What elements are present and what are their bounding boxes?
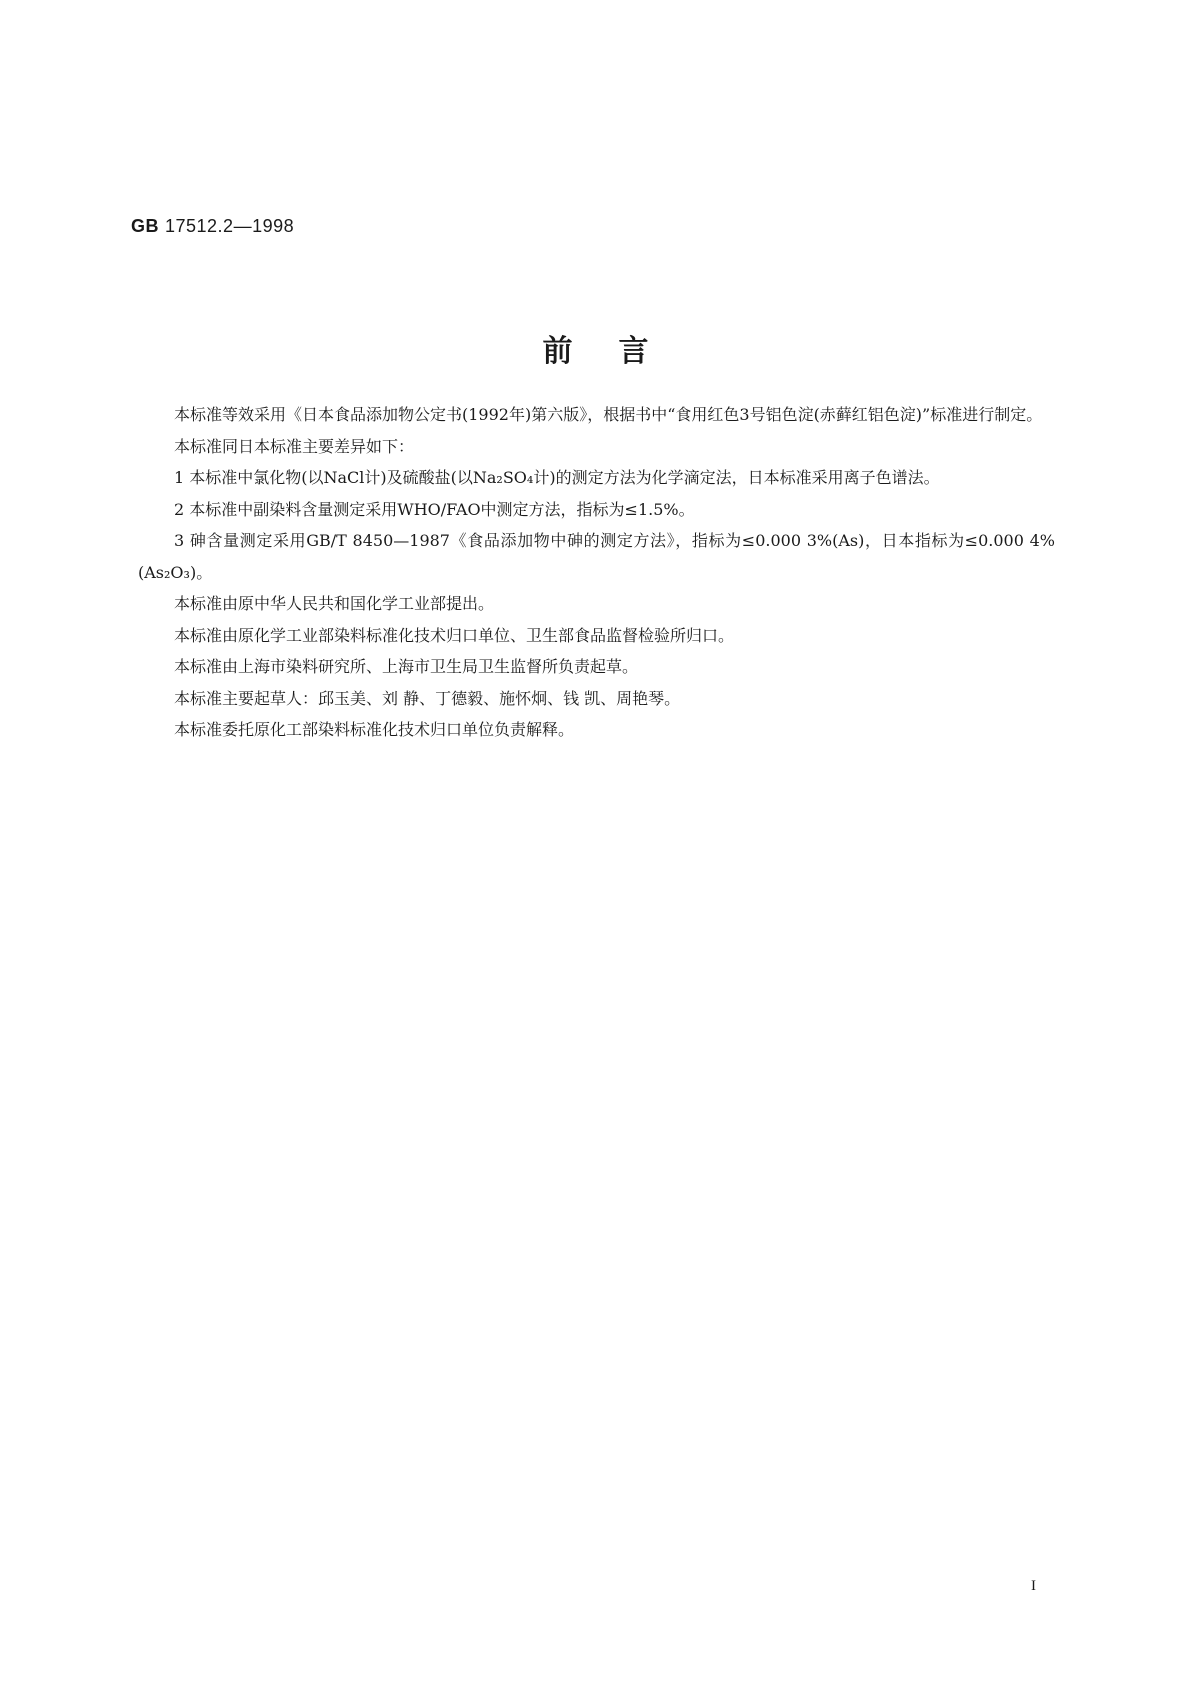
- standard-code: [131, 216, 294, 237]
- paragraph-proposer: 本标准由原中华人民共和国化学工业部提出。: [174, 594, 495, 613]
- paragraph-difference-2: 2 本标准中副染料含量测定采用WHO/FAO中测定方法，指标为≤1.5%。: [174, 499, 695, 519]
- paragraph-adoption: 本标准等效采用《日本食品添加物公定书(1992年)第六版》，根据书中“食用红色3号铝色淀(赤藓红铝色淀)”标准进行制定。: [174, 405, 1043, 424]
- paragraph-centralized-by: 本标准由原化学工业部染料标准化技术归口单位、卫生部食品监督检验所归口。: [174, 625, 735, 645]
- paragraph-differences-intro: 本标准同日本标准主要差异如下：: [174, 436, 415, 456]
- section-title: 前言: [542, 334, 695, 369]
- page-number: I: [1031, 1578, 1036, 1594]
- paragraph-drafters: 本标准主要起草人：邱玉美、刘 静、丁德毅、施怀炯、钱 凯、周艳琴。: [174, 688, 681, 708]
- standard-number: 17512.2—1998: [165, 216, 295, 236]
- paragraph-difference-3: 3 砷含量测定采用GB/T 8450—1987《食品添加物中砷的测定方法》，指标为≤0.000 3%(As)，日本指标为≤0.000 4%(As₂O₃)。: [138, 531, 1055, 582]
- paragraph-drafting-units: 本标准由上海市染料研究所、上海市卫生局卫生监督所负责起草。: [174, 657, 639, 676]
- standard-prefix: GB: [131, 216, 159, 236]
- foreword-body: [138, 399, 1055, 746]
- paragraph-difference-1: 1 本标准中氯化物(以NaCl计)及硫酸盐(以Na₂SO₄计)的测定方法为化学滴定法，日本标准采用离子色谱法。: [174, 468, 940, 487]
- paragraph-interpretation: 本标准委托原化工部染料标准化技术归口单位负责解释。: [174, 720, 575, 739]
